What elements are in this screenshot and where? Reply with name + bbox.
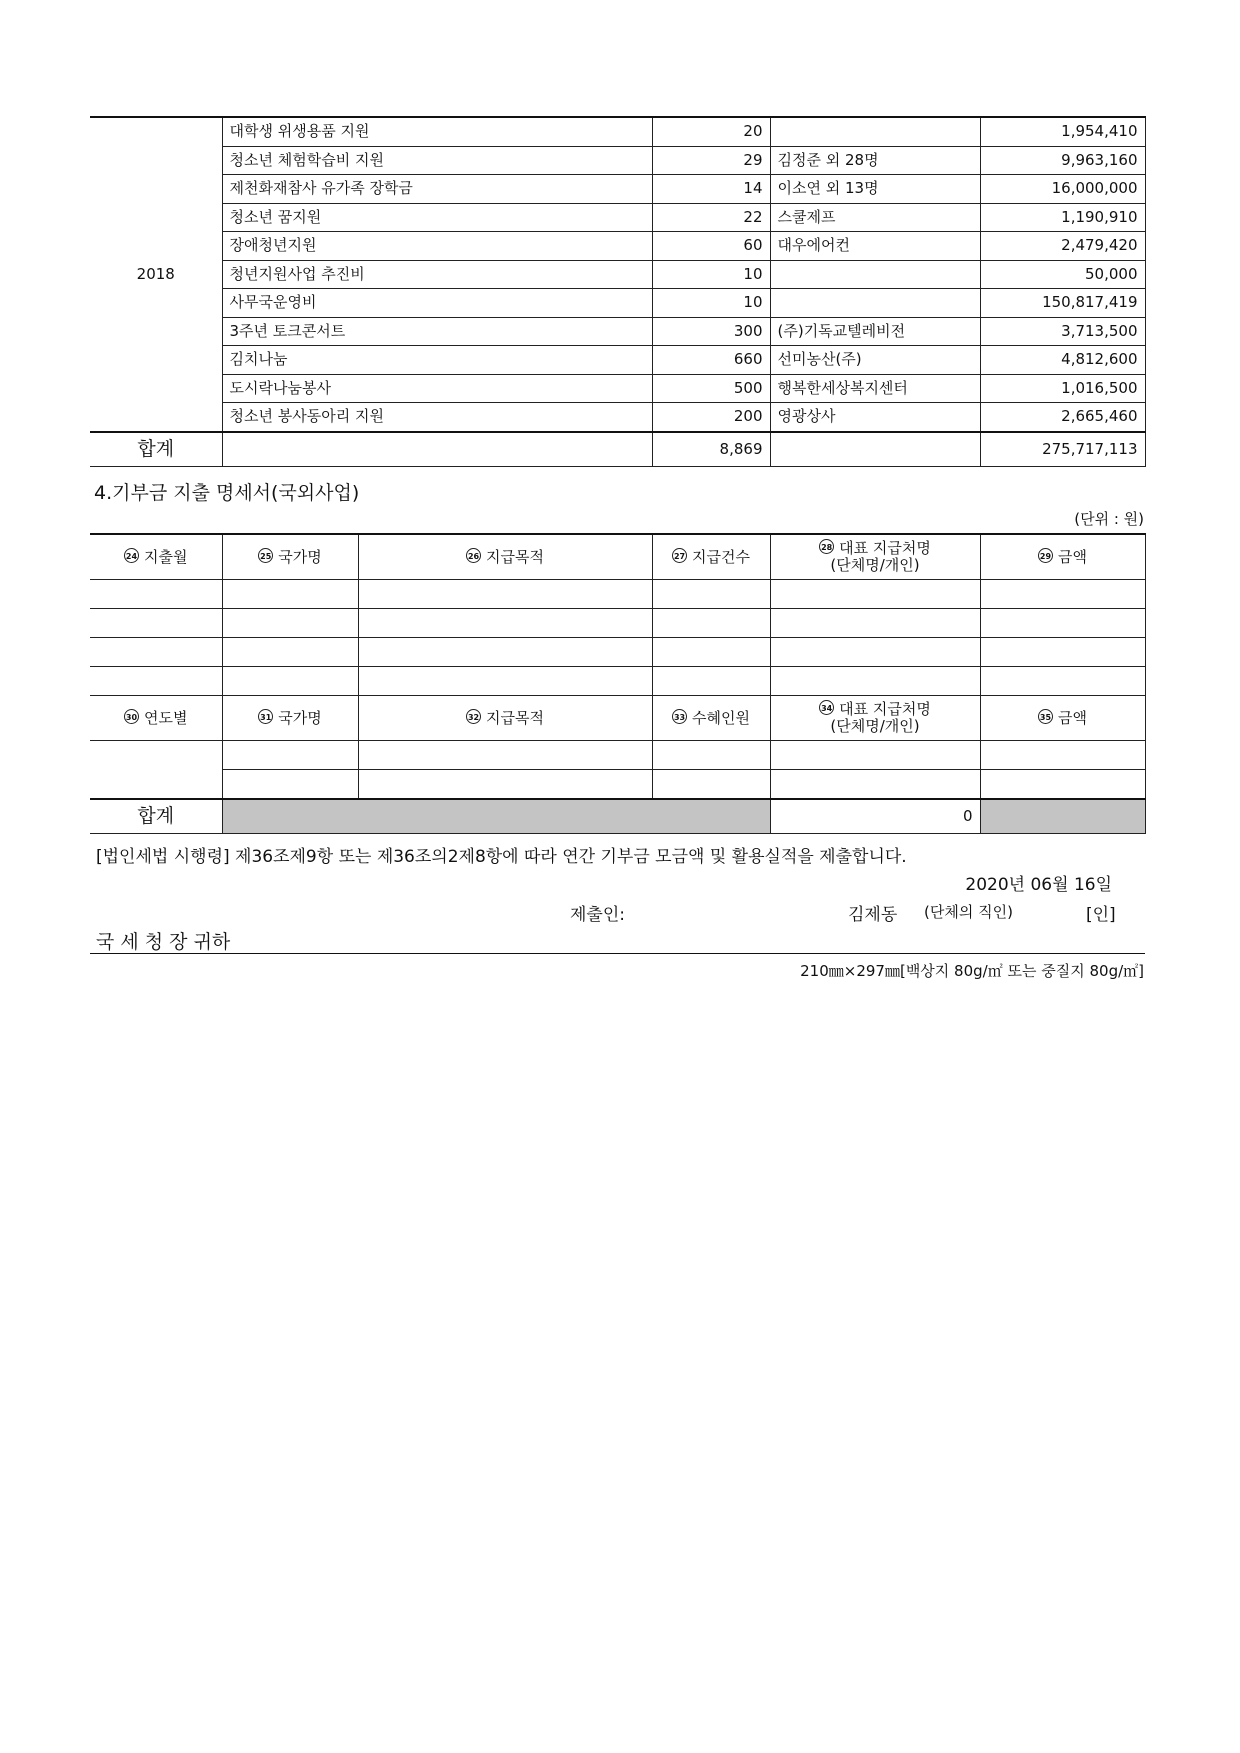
- total-row: [90, 799, 1145, 834]
- amount-cell: 150,817,419: [980, 289, 1145, 318]
- header-cell: 29 금액: [980, 534, 1145, 580]
- count-cell: 300: [652, 317, 770, 346]
- circled-number: 33: [672, 709, 687, 724]
- table-row: [90, 232, 1145, 261]
- purpose-cell: 청소년 체험학습비 지원: [222, 146, 652, 175]
- purpose-cell: 김치나눔: [222, 346, 652, 375]
- submitter-role: (단체의 직인): [924, 903, 1013, 921]
- count-cell: 200: [652, 403, 770, 432]
- legal-statement: [법인세법 시행령] 제36조제9항 또는 제36조의2제8항에 따라 연간 기부금 모금액 및 활용실적을 제출합니다.: [96, 847, 907, 867]
- purpose-cell: 청소년 봉사동아리 지원: [222, 403, 652, 432]
- payee-cell: [770, 289, 980, 318]
- table-row: [90, 741, 1145, 770]
- circled-number: 34: [819, 700, 834, 715]
- table-row: [90, 638, 1145, 667]
- count-cell: 29: [652, 146, 770, 175]
- table-row: [90, 317, 1145, 346]
- shaded-cell: [980, 799, 1145, 834]
- total-count: 0: [770, 799, 980, 834]
- amount-cell: 50,000: [980, 260, 1145, 289]
- circled-number: 27: [672, 548, 687, 563]
- year-cell: 2018: [90, 117, 222, 432]
- submitter-label: 제출인:: [570, 905, 625, 925]
- circled-number: 29: [1038, 548, 1053, 563]
- circled-number: 26: [466, 548, 481, 563]
- purpose-cell: 도시락나눔봉사: [222, 374, 652, 403]
- donation-expenditure-table: [90, 116, 1146, 467]
- table-row: [90, 260, 1145, 289]
- table-row: [90, 770, 1145, 800]
- header-cell: 33 수혜인원: [652, 696, 770, 741]
- table-row: [90, 117, 1145, 146]
- count-cell: 22: [652, 203, 770, 232]
- header-row: [90, 534, 1145, 580]
- amount-cell: 3,713,500: [980, 317, 1145, 346]
- header-cell: 34 대표 지급처명 (단체명/개인): [770, 696, 980, 741]
- table-row: [90, 580, 1145, 609]
- section-title: 4.기부금 지출 명세서(국외사업): [94, 482, 360, 504]
- amount-cell: 4,812,600: [980, 346, 1145, 375]
- circled-number: 32: [466, 709, 481, 724]
- purpose-cell: 사무국운영비: [222, 289, 652, 318]
- amount-cell: 9,963,160: [980, 146, 1145, 175]
- table-row: [90, 403, 1145, 432]
- header-cell: 24 지출월: [90, 534, 222, 580]
- purpose-cell: 청년지원사업 추진비: [222, 260, 652, 289]
- circled-number: 28: [819, 539, 834, 554]
- count-cell: 60: [652, 232, 770, 261]
- unit-label: (단위 : 원): [1074, 510, 1144, 528]
- table-row: [90, 667, 1145, 696]
- table-row: [90, 374, 1145, 403]
- count-cell: 660: [652, 346, 770, 375]
- count-cell: 14: [652, 175, 770, 204]
- circled-number: 35: [1038, 709, 1053, 724]
- header-cell: 26 지급목적: [358, 534, 652, 580]
- amount-cell: 1,190,910: [980, 203, 1145, 232]
- table-row: [90, 346, 1145, 375]
- payee-cell: 스쿨제프: [770, 203, 980, 232]
- header-cell: 30 연도별: [90, 696, 222, 741]
- header-cell: 25 국가명: [222, 534, 358, 580]
- total-label: 합계: [90, 432, 222, 467]
- circled-number: 24: [124, 548, 139, 563]
- purpose-cell: 제천화재참사 유가족 장학금: [222, 175, 652, 204]
- purpose-cell: 3주년 토크콘서트: [222, 317, 652, 346]
- payee-cell: (주)기독교텔레비전: [770, 317, 980, 346]
- header-cell: 28 대표 지급처명 (단체명/개인): [770, 534, 980, 580]
- table-row: [90, 146, 1145, 175]
- total-label: 합계: [90, 799, 222, 834]
- count-cell: 500: [652, 374, 770, 403]
- shaded-cell: [222, 799, 770, 834]
- recipient: 국 세 청 장 귀하: [96, 931, 231, 953]
- footer-divider: [90, 953, 1145, 954]
- table-row: [90, 609, 1145, 638]
- payee-cell: [770, 260, 980, 289]
- seal-mark: [인]: [1086, 905, 1116, 925]
- circled-number: 31: [258, 709, 273, 724]
- submitter-name: 김제동: [848, 905, 898, 925]
- count-cell: 10: [652, 289, 770, 318]
- amount-cell: 16,000,000: [980, 175, 1145, 204]
- table-row: [90, 203, 1145, 232]
- total-empty-cell: [770, 432, 980, 467]
- header-cell: 32 지급목적: [358, 696, 652, 741]
- table-row: [90, 175, 1145, 204]
- count-cell: 20: [652, 117, 770, 146]
- paper-spec: 210㎜×297㎜[백상지 80g/㎡ 또는 중질지 80g/㎡]: [800, 962, 1144, 980]
- header-cell: 31 국가명: [222, 696, 358, 741]
- payee-cell: 영광상사: [770, 403, 980, 432]
- circled-number: 25: [258, 548, 273, 563]
- total-amount: 275,717,113: [980, 432, 1145, 467]
- amount-cell: 1,954,410: [980, 117, 1145, 146]
- header-cell: 35 금액: [980, 696, 1145, 741]
- header-cell: 27 지급건수: [652, 534, 770, 580]
- count-cell: 10: [652, 260, 770, 289]
- payee-cell: 행복한세상복지센터: [770, 374, 980, 403]
- purpose-cell: 청소년 꿈지원: [222, 203, 652, 232]
- amount-cell: 2,479,420: [980, 232, 1145, 261]
- total-row: [90, 432, 1145, 467]
- purpose-cell: 대학생 위생용품 지원: [222, 117, 652, 146]
- amount-cell: 2,665,460: [980, 403, 1145, 432]
- payee-cell: 김정준 외 28명: [770, 146, 980, 175]
- submission-date: 2020년 06월 16일: [965, 875, 1112, 895]
- header-row: [90, 696, 1145, 741]
- payee-cell: 대우에어컨: [770, 232, 980, 261]
- total-empty-cell: [222, 432, 652, 467]
- purpose-cell: 장애청년지원: [222, 232, 652, 261]
- table-row: [90, 289, 1145, 318]
- total-count: 8,869: [652, 432, 770, 467]
- circled-number: 30: [124, 709, 139, 724]
- amount-cell: 1,016,500: [980, 374, 1145, 403]
- payee-cell: 선미농산(주): [770, 346, 980, 375]
- payee-cell: [770, 117, 980, 146]
- overseas-expenditure-table: [90, 533, 1146, 834]
- payee-cell: 이소연 외 13명: [770, 175, 980, 204]
